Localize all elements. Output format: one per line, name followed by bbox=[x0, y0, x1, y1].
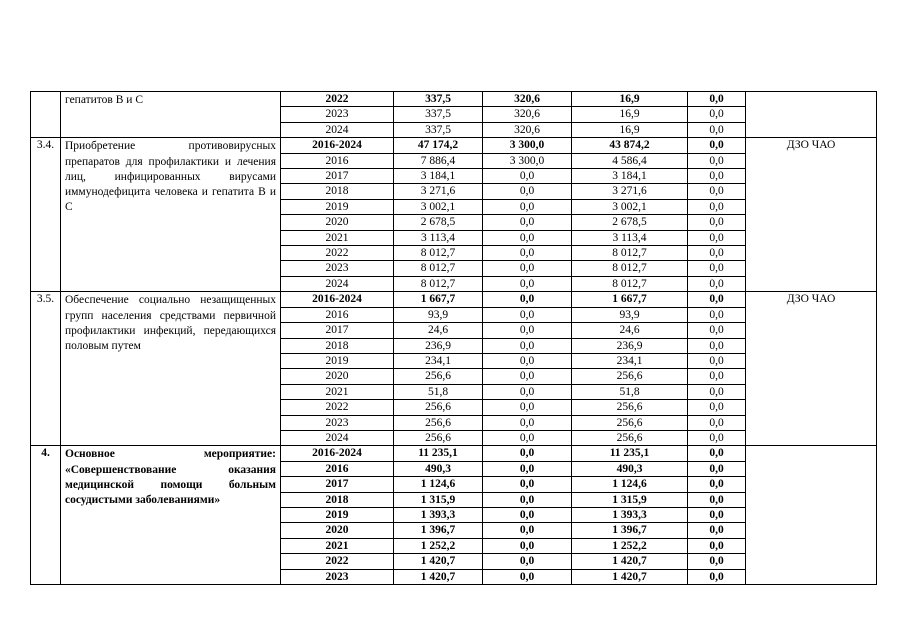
federal-cell: 0,0 bbox=[483, 307, 572, 322]
total-cell: 8 012,7 bbox=[394, 246, 483, 261]
regional-cell: 2 678,5 bbox=[572, 215, 688, 230]
federal-cell: 0,0 bbox=[483, 538, 572, 553]
other-cell: 0,0 bbox=[688, 353, 746, 368]
activity-description: Основное мероприятие: «Совершенствование оказания медицинской помощи больным сосудистыми заболеваниями» bbox=[61, 446, 281, 585]
other-cell: 0,0 bbox=[688, 384, 746, 399]
regional-cell: 8 012,7 bbox=[572, 246, 688, 261]
regional-cell: 1 315,9 bbox=[572, 492, 688, 507]
regional-cell: 16,9 bbox=[572, 122, 688, 137]
federal-cell: 0,0 bbox=[483, 246, 572, 261]
other-cell: 0,0 bbox=[688, 569, 746, 584]
table-row bbox=[31, 92, 877, 107]
total-cell: 3 002,1 bbox=[394, 199, 483, 214]
other-cell: 0,0 bbox=[688, 261, 746, 276]
other-cell: 0,0 bbox=[688, 492, 746, 507]
federal-cell: 0,0 bbox=[483, 215, 572, 230]
federal-cell: 0,0 bbox=[483, 276, 572, 291]
other-cell: 0,0 bbox=[688, 430, 746, 445]
total-cell: 51,8 bbox=[394, 384, 483, 399]
responsible-executor bbox=[746, 446, 877, 585]
table-row bbox=[31, 138, 877, 153]
federal-cell: 0,0 bbox=[483, 261, 572, 276]
federal-cell: 0,0 bbox=[483, 415, 572, 430]
federal-cell: 320,6 bbox=[483, 122, 572, 137]
federal-cell: 3 300,0 bbox=[483, 138, 572, 153]
regional-cell: 3 184,1 bbox=[572, 169, 688, 184]
total-cell: 47 174,2 bbox=[394, 138, 483, 153]
regional-cell: 3 113,4 bbox=[572, 230, 688, 245]
other-cell: 0,0 bbox=[688, 307, 746, 322]
responsible-executor bbox=[746, 92, 877, 138]
total-cell: 2 678,5 bbox=[394, 215, 483, 230]
total-cell: 337,5 bbox=[394, 107, 483, 122]
federal-cell: 0,0 bbox=[483, 461, 572, 476]
other-cell: 0,0 bbox=[688, 92, 746, 107]
period-cell: 2021 bbox=[281, 384, 394, 399]
table-row bbox=[31, 292, 877, 307]
federal-cell: 0,0 bbox=[483, 199, 572, 214]
regional-cell: 1 667,7 bbox=[572, 292, 688, 307]
other-cell: 0,0 bbox=[688, 138, 746, 153]
total-cell: 3 113,4 bbox=[394, 230, 483, 245]
total-cell: 234,1 bbox=[394, 353, 483, 368]
period-cell: 2020 bbox=[281, 215, 394, 230]
other-cell: 0,0 bbox=[688, 153, 746, 168]
regional-cell: 1 252,2 bbox=[572, 538, 688, 553]
other-cell: 0,0 bbox=[688, 415, 746, 430]
total-cell: 24,6 bbox=[394, 323, 483, 338]
regional-cell: 8 012,7 bbox=[572, 261, 688, 276]
federal-cell: 3 300,0 bbox=[483, 153, 572, 168]
total-cell: 1 396,7 bbox=[394, 523, 483, 538]
federal-cell: 0,0 bbox=[483, 477, 572, 492]
federal-cell: 0,0 bbox=[483, 384, 572, 399]
other-cell: 0,0 bbox=[688, 276, 746, 291]
federal-cell: 0,0 bbox=[483, 400, 572, 415]
regional-cell: 16,9 bbox=[572, 92, 688, 107]
other-cell: 0,0 bbox=[688, 369, 746, 384]
regional-cell: 256,6 bbox=[572, 415, 688, 430]
period-cell: 2017 bbox=[281, 323, 394, 338]
other-cell: 0,0 bbox=[688, 169, 746, 184]
federal-cell: 0,0 bbox=[483, 430, 572, 445]
period-cell: 2018 bbox=[281, 338, 394, 353]
other-cell: 0,0 bbox=[688, 338, 746, 353]
regional-cell: 490,3 bbox=[572, 461, 688, 476]
federal-cell: 0,0 bbox=[483, 353, 572, 368]
period-cell: 2024 bbox=[281, 430, 394, 445]
budget-table bbox=[30, 91, 877, 585]
regional-cell: 1 393,3 bbox=[572, 507, 688, 522]
period-cell: 2016-2024 bbox=[281, 446, 394, 461]
total-cell: 236,9 bbox=[394, 338, 483, 353]
period-cell: 2023 bbox=[281, 415, 394, 430]
activity-description: Обеспечение социально незащищенных групп населения средствами первичной профилактики инфекций, передающихся половым путем bbox=[61, 292, 281, 446]
regional-cell: 1 124,6 bbox=[572, 477, 688, 492]
regional-cell: 1 420,7 bbox=[572, 569, 688, 584]
regional-cell: 256,6 bbox=[572, 369, 688, 384]
total-cell: 93,9 bbox=[394, 307, 483, 322]
other-cell: 0,0 bbox=[688, 461, 746, 476]
total-cell: 8 012,7 bbox=[394, 261, 483, 276]
federal-cell: 0,0 bbox=[483, 492, 572, 507]
activity-description: гепатитов В и С bbox=[61, 92, 281, 138]
total-cell: 256,6 bbox=[394, 369, 483, 384]
period-cell: 2016 bbox=[281, 153, 394, 168]
period-cell: 2019 bbox=[281, 353, 394, 368]
period-cell: 2018 bbox=[281, 492, 394, 507]
federal-cell: 0,0 bbox=[483, 507, 572, 522]
period-cell: 2018 bbox=[281, 184, 394, 199]
period-cell: 2019 bbox=[281, 199, 394, 214]
period-cell: 2024 bbox=[281, 122, 394, 137]
period-cell: 2016-2024 bbox=[281, 292, 394, 307]
period-cell: 2022 bbox=[281, 554, 394, 569]
period-cell: 2019 bbox=[281, 507, 394, 522]
regional-cell: 24,6 bbox=[572, 323, 688, 338]
total-cell: 337,5 bbox=[394, 122, 483, 137]
regional-cell: 16,9 bbox=[572, 107, 688, 122]
other-cell: 0,0 bbox=[688, 184, 746, 199]
federal-cell: 0,0 bbox=[483, 230, 572, 245]
other-cell: 0,0 bbox=[688, 246, 746, 261]
period-cell: 2020 bbox=[281, 369, 394, 384]
period-cell: 2020 bbox=[281, 523, 394, 538]
federal-cell: 0,0 bbox=[483, 323, 572, 338]
other-cell: 0,0 bbox=[688, 400, 746, 415]
other-cell: 0,0 bbox=[688, 292, 746, 307]
regional-cell: 43 874,2 bbox=[572, 138, 688, 153]
row-number: 3.4. bbox=[31, 138, 61, 292]
total-cell: 3 271,6 bbox=[394, 184, 483, 199]
period-cell: 2021 bbox=[281, 538, 394, 553]
total-cell: 7 886,4 bbox=[394, 153, 483, 168]
other-cell: 0,0 bbox=[688, 446, 746, 461]
regional-cell: 3 002,1 bbox=[572, 199, 688, 214]
total-cell: 1 420,7 bbox=[394, 569, 483, 584]
other-cell: 0,0 bbox=[688, 107, 746, 122]
period-cell: 2022 bbox=[281, 92, 394, 107]
federal-cell: 0,0 bbox=[483, 184, 572, 199]
regional-cell: 8 012,7 bbox=[572, 276, 688, 291]
regional-cell: 256,6 bbox=[572, 430, 688, 445]
total-cell: 1 252,2 bbox=[394, 538, 483, 553]
period-cell: 2016 bbox=[281, 461, 394, 476]
total-cell: 1 315,9 bbox=[394, 492, 483, 507]
total-cell: 1 124,6 bbox=[394, 477, 483, 492]
total-cell: 3 184,1 bbox=[394, 169, 483, 184]
total-cell: 256,6 bbox=[394, 415, 483, 430]
total-cell: 256,6 bbox=[394, 430, 483, 445]
federal-cell: 0,0 bbox=[483, 523, 572, 538]
period-cell: 2023 bbox=[281, 261, 394, 276]
total-cell: 1 393,3 bbox=[394, 507, 483, 522]
federal-cell: 0,0 bbox=[483, 446, 572, 461]
other-cell: 0,0 bbox=[688, 538, 746, 553]
row-number bbox=[31, 92, 61, 138]
federal-cell: 0,0 bbox=[483, 338, 572, 353]
regional-cell: 93,9 bbox=[572, 307, 688, 322]
period-cell: 2016-2024 bbox=[281, 138, 394, 153]
regional-cell: 3 271,6 bbox=[572, 184, 688, 199]
other-cell: 0,0 bbox=[688, 122, 746, 137]
total-cell: 1 667,7 bbox=[394, 292, 483, 307]
activity-description: Приобретение противовирусных препаратов для профилактики и лечения лиц, инфицированных вирусами иммунодефицита человека и гепатита В и С bbox=[61, 138, 281, 292]
other-cell: 0,0 bbox=[688, 215, 746, 230]
table-body bbox=[31, 92, 877, 585]
period-cell: 2017 bbox=[281, 169, 394, 184]
federal-cell: 0,0 bbox=[483, 369, 572, 384]
other-cell: 0,0 bbox=[688, 230, 746, 245]
federal-cell: 0,0 bbox=[483, 169, 572, 184]
period-cell: 2022 bbox=[281, 246, 394, 261]
federal-cell: 0,0 bbox=[483, 554, 572, 569]
regional-cell: 4 586,4 bbox=[572, 153, 688, 168]
federal-cell: 320,6 bbox=[483, 92, 572, 107]
period-cell: 2016 bbox=[281, 307, 394, 322]
regional-cell: 234,1 bbox=[572, 353, 688, 368]
row-number: 3.5. bbox=[31, 292, 61, 446]
total-cell: 1 420,7 bbox=[394, 554, 483, 569]
table-row bbox=[31, 446, 877, 461]
period-cell: 2017 bbox=[281, 477, 394, 492]
total-cell: 337,5 bbox=[394, 92, 483, 107]
other-cell: 0,0 bbox=[688, 199, 746, 214]
total-cell: 8 012,7 bbox=[394, 276, 483, 291]
total-cell: 256,6 bbox=[394, 400, 483, 415]
other-cell: 0,0 bbox=[688, 323, 746, 338]
total-cell: 11 235,1 bbox=[394, 446, 483, 461]
responsible-executor: ДЗО ЧАО bbox=[746, 138, 877, 292]
responsible-executor: ДЗО ЧАО bbox=[746, 292, 877, 446]
other-cell: 0,0 bbox=[688, 554, 746, 569]
regional-cell: 51,8 bbox=[572, 384, 688, 399]
federal-cell: 0,0 bbox=[483, 292, 572, 307]
regional-cell: 1 396,7 bbox=[572, 523, 688, 538]
regional-cell: 236,9 bbox=[572, 338, 688, 353]
period-cell: 2023 bbox=[281, 107, 394, 122]
federal-cell: 0,0 bbox=[483, 569, 572, 584]
row-number: 4. bbox=[31, 446, 61, 585]
period-cell: 2024 bbox=[281, 276, 394, 291]
regional-cell: 1 420,7 bbox=[572, 554, 688, 569]
total-cell: 490,3 bbox=[394, 461, 483, 476]
other-cell: 0,0 bbox=[688, 507, 746, 522]
period-cell: 2022 bbox=[281, 400, 394, 415]
other-cell: 0,0 bbox=[688, 477, 746, 492]
period-cell: 2021 bbox=[281, 230, 394, 245]
regional-cell: 11 235,1 bbox=[572, 446, 688, 461]
regional-cell: 256,6 bbox=[572, 400, 688, 415]
other-cell: 0,0 bbox=[688, 523, 746, 538]
period-cell: 2023 bbox=[281, 569, 394, 584]
federal-cell: 320,6 bbox=[483, 107, 572, 122]
